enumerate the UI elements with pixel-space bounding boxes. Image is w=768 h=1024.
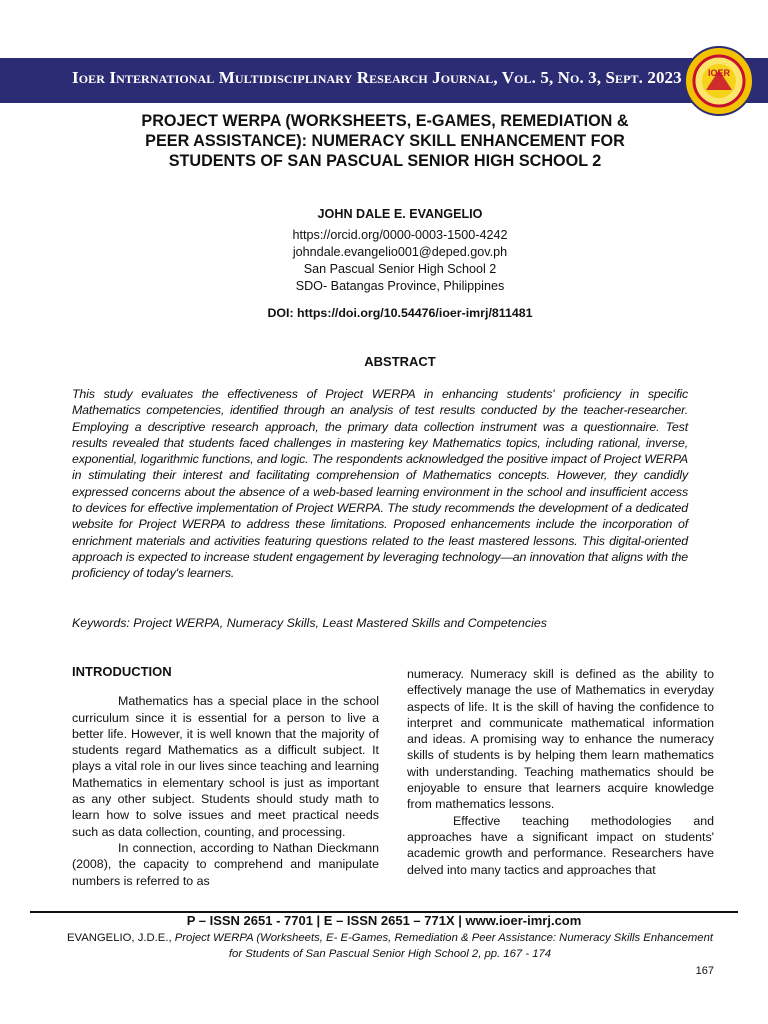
author-school: San Pascual Senior High School 2	[303, 262, 497, 276]
author-orcid[interactable]: https://orcid.org/0000-0003-1500-4242	[292, 228, 508, 242]
title-line: PEER ASSISTANCE): NUMERACY SKILL ENHANCEMENT FOR	[145, 132, 625, 150]
citation	[60, 931, 720, 962]
issn-line: P – ISSN 2651 - 7701 | E – ISSN 2651 – 771X | www.ioer-imrj.com	[186, 913, 582, 928]
title-line: PROJECT WERPA (WORKSHEETS, E-GAMES, REMEDIATION &	[141, 112, 629, 130]
citation-title: Project WERPA (Worksheets, E- E-Games, Remediation & Peer Assistance: Numeracy Skills Enhancement for Students of San Pascual Senior High School 2, pp. 167 - 174	[174, 932, 714, 960]
title-line: STUDENTS OF SAN PASCUAL SENIOR HIGH SCHOOL 2	[168, 152, 602, 170]
introduction-heading: INTRODUCTION	[72, 664, 172, 679]
author-email[interactable]: johndale.evangelio001@deped.gov.ph	[292, 245, 508, 259]
body-paragraph: In connection, according to Nathan Dieckmann (2008), the capacity to comprehend and manipulate numbers is referred to as	[72, 840, 379, 888]
body-paragraph: numeracy. Numeracy skill is defined as the ability to effectively manage the use of Mathematics in everyday aspects of life. It is the skill of having the confidence to interpret and communicate mathematical information and ideas. A promising way to enhance the numeracy skills of students is by helping them learn mathematics with understanding. Teaching mathematics should be enjoyable to ensure that learners acquire knowledge from mathematics lessons.	[407, 667, 714, 812]
page-number: 167	[695, 965, 714, 977]
keywords: Keywords: Project WERPA, Numeracy Skills, Least Mastered Skills and Competencies	[72, 616, 547, 630]
paper-title	[80, 111, 690, 171]
author-name: JOHN DALE E. EVANGELIO	[317, 207, 483, 221]
seal-text: IOER	[707, 68, 731, 78]
body-paragraph: Effective teaching methodologies and approaches have a significant impact on students' academic growth and performance. Researchers have delved into many tactics and approaches that	[407, 813, 714, 877]
citation-author: EVANGELIO, J.D.E.,	[66, 932, 175, 944]
body-paragraph: Mathematics has a special place in the school curriculum since it is essential for a person to live a better life. However, it is well known that the majority of students regard Mathematics as a difficult subject. It plays a vital role in our lives since teaching and learning Mathematics in elementary school is just as important as any other subject. Students should study math to learn how to solve issues and meet practical needs such as data collection, counting, and processing.	[72, 694, 379, 839]
right-column	[407, 666, 714, 878]
journal-title: Ioer International Multidisciplinary Research Journal, Vol. 5, No. 3, Sept. 2023	[72, 68, 682, 87]
author-block	[200, 206, 600, 295]
abstract-text: This study evaluates the effectiveness of Project WERPA in enhancing students' proficiency in specific Mathematics competencies, identified through an analysis of test results conducted by the teacher-researcher. Employing a descriptive research approach, the primary data collection instrument was a questionnaire. Test results revealed that students faced challenges in mastering key Mathematics topics, including rational, inverse, exponential, logarithmic functions, and logic. The respondents acknowledged the positive impact of Project WERPA in stimulating their interest and facilitating comprehension of Mathematics concepts. However, they candidly expressed concerns about the absence of a web-based learning environment in the school and insufficient access to devices for effective implementation of Project WERPA. The study recommends the development of a dedicated website for Project WERPA to address these limitations. Proposed enhancements include the incorporation of enrichment materials and activities featuring questions related to the least mastered lessons. This digital-oriented approach is expected to increase student engagement by leveraging technology—an innovation that aligns with the proficiency of today's learners.	[72, 387, 688, 581]
author-division: SDO- Batangas Province, Philippines	[295, 279, 505, 293]
ioer-seal-logo	[684, 46, 754, 116]
doi-link[interactable]: DOI: https://doi.org/10.54476/ioer-imrj/811481	[267, 306, 533, 320]
left-column	[72, 664, 379, 889]
abstract-heading: ABSTRACT	[364, 354, 436, 369]
